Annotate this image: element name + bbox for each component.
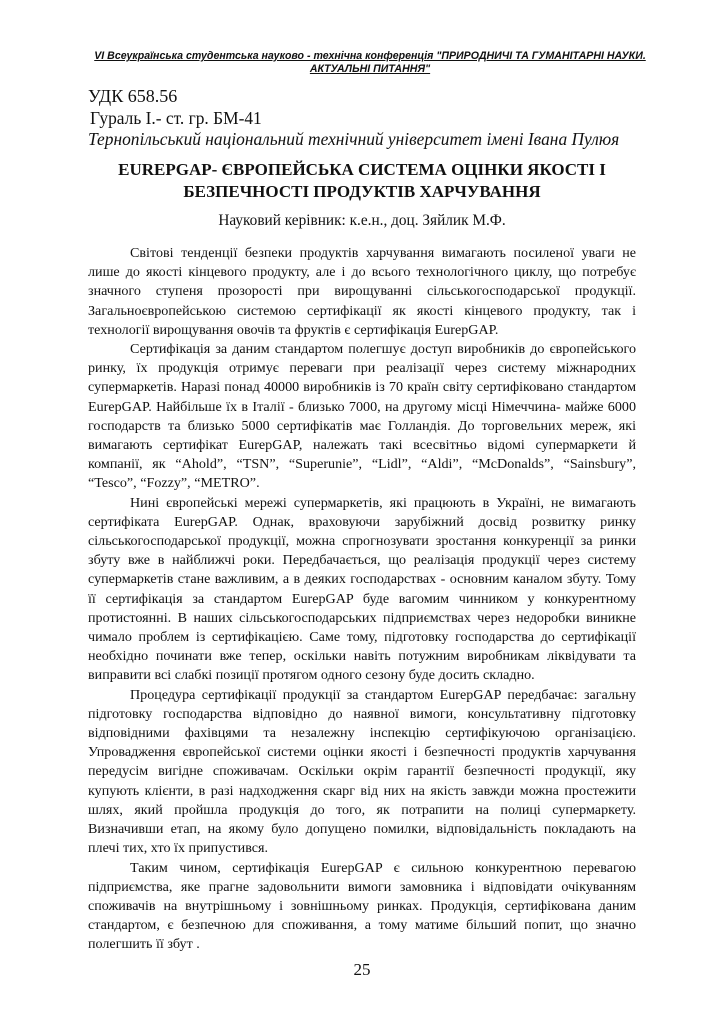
conference-header: VI Всеукраїнська студентська науково - технічна конференція "ПРИРОДНИЧІ ТА ГУМАНІТАРНІ НАУКИ. АКТУАЛЬНІ ПИТАННЯ" bbox=[94, 50, 646, 75]
paragraph: Світові тенденції безпеки продуктів харчування вимагають посиленої уваги не лише до якості кінцевого продукту, але і до всього технологічного циклу, що потребує значного ступеня прозорості при вирощуванні сільськогосподарської продукції. Загальноєвропейською системою сертифікації як якості кінцевого продукту, так і технології вирощування овочів та фруктів є сертифікація EurepGAP. bbox=[88, 245, 636, 338]
paragraph: Сертифікація за даним стандартом полегшує доступ виробників до європейського ринку, їх продукція отримує переваги при реалізації через систему міжнародних супермаркетів. Наразі понад 40000 виробників із 70 країн світу сертифіковано стандартом EurepGAP. Найбільше їх в Італії - близько 7000, на другому місці Німеччина- майже 6000 господарств та близько 5000 сертифікатів має Голландія. До торговельних мереж, які вимагають сертифікат EurepGAP, належать такі всесвітньо відомі супермаркети й компанії, як “Ahold”, “TSN”, “Superunie”, “Lidl”, “Aldi”, “McDonalds”, “Sainsbury”, “Tesco”, “Fozzy”, “METRO”. bbox=[88, 341, 636, 492]
supervisor-line: Науковий керівник: к.е.н., доц. Зяйлик М.Ф. bbox=[218, 212, 506, 229]
university-affiliation: Тернопільський національний технічний університет імені Івана Пулюя bbox=[88, 129, 620, 149]
paragraph: Процедура сертифікації продукції за стандартом EurepGAP передбачає: загальну підготовку господарства відповідно до наявної вимоги, консультативну підготовку відповідними фахівцями та незалежну інспекцію сертифікуючою організацією. Упровадження європейської системи оцінки якості і безпечності продуктів харчування передусім вигідне споживачам. Оскільки окрім гарантії безпечності продукції, яку купують клієнти, в разі надходження скарг від них на якість завжди можна простежити шлях, який пройшла продукція до того, як потрапити на полиці супермаркету. Визначивши етап, на якому було допущено помилки, відповідальність покладають на плечі тих, хто їх припустився. bbox=[88, 686, 636, 857]
author-line: Гураль І.- ст. гр. БМ-41 bbox=[90, 108, 262, 128]
udk-code: УДК 658.56 bbox=[88, 86, 178, 106]
page-number: 25 bbox=[353, 960, 371, 979]
body-text bbox=[88, 244, 636, 955]
paragraph: Нині європейські мережі супермаркетів, які працюють в Україні, не вимагають сертифіката EurepGAP. Однак, враховуючи зарубіжний досвід розвитку ринку сільськогосподарської продукції, можна спрогнозувати зростання конкуренції за ринки збуту вже в найближчі роки. Передбачається, що реалізація продукції через систему супермаркетів стане важливим, а в деяких господарствах - основним каналом збуту. Тому її сертифікація за стандартом EurepGAP буде вагомим чинником у конкурентному протистоянні. В наших сільськогосподарських підприємствах через недоробки виникне чимало проблем із сертифікацією. Саме тому, підготовку господарства до сертифікації необхідно починати вже тепер, оскільки навіть потужним виробникам ліквідувати та виправити всі слабкі позиції протягом одного сезону буде досить складно. bbox=[88, 494, 636, 684]
paper-title: EUREPGAP- ЄВРОПЕЙСЬКА СИСТЕМА ОЦІНКИ ЯКОСТІ І БЕЗПЕЧНОСТІ ПРОДУКТІВ ХАРЧУВАННЯ bbox=[118, 160, 606, 201]
paragraph: Таким чином, сертифікація EurepGAP є сильною конкурентною перевагою підприємства, яке прагне задовольнити вимоги замовника і відповідати очікуванням споживачів на внутрішньому і зовнішньому ринках. Продукція, сертифікована даним стандартом, є безпечною для споживання, а тому матиме більший попит, що значно полегшить її збут . bbox=[88, 859, 636, 953]
